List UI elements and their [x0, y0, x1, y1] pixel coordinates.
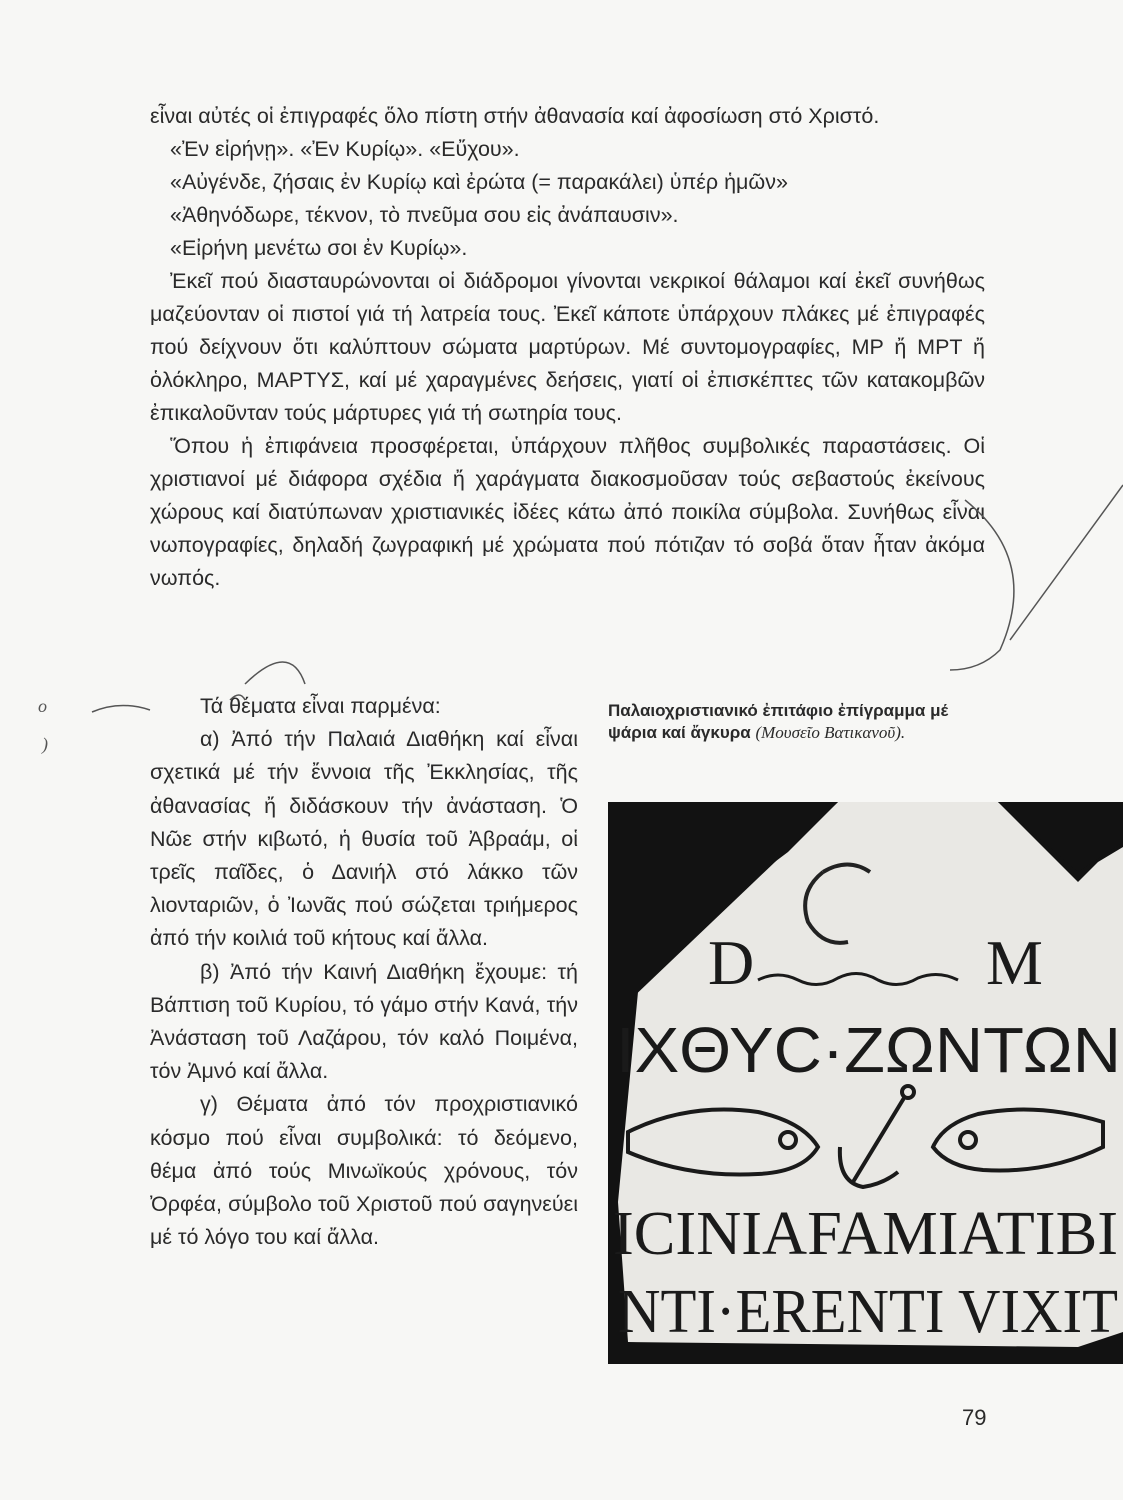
- inscription-quote-1: «Ἐν εἰρήνῃ». «Ἐν Κυρίῳ». «Εὔχου».: [170, 137, 520, 161]
- letter-d: D: [708, 927, 755, 998]
- inscription-quote-4: «Εἰρήνη μενέτω σοι ἐν Κυρίῳ».: [170, 236, 468, 260]
- paragraph-symbolic-representations: Ὅπου ἡ ἐπιφάνεια προσφέρεται, ὑπάρχουν πλῆθος συμβολικές παραστάσεις. Οἱ χριστιανοί μέ διάφορα σχέδια ἤ χαράγματα διακοσμοῦσαν τούς σεβαστούς ἐκείνους χώρους καί διατύπωναν χριστιανικές ἰδέες κάτω ἀπό ποικίλα σύμβολα. Συνήθως εἶναι νωπογραφίες, δηλαδή ζωγραφική μέ χρώματα πού πότιζαν τό σοβά ὅταν ἦταν ἀκόμα νωπός.: [150, 434, 985, 590]
- epitaph-image: [608, 802, 1123, 1364]
- figure-caption: [608, 700, 968, 744]
- margin-letter-o: o: [38, 696, 47, 716]
- theme-old-testament: α) Ἀπό τήν Παλαιά Διαθήκη καί εἶναι σχετικά μέ τήν ἔννοια τῆς Ἐκκλησίας, τῆς ἀθανασίας ἤ διδάσκουν τήν ἀνάσταση. Ὁ Νῶε στήν κιβωτό, ἡ θυσία τοῦ Ἀβραάμ, οἱ τρεῖς παῖδες, ὁ Δανιήλ στό λάκκο τῶν λιονταριῶν, ὁ Ἰωνᾶς πού σώζεται τριήμερος ἀπό τήν κοιλιά τοῦ κήτους καί ἄλλα.: [150, 727, 578, 951]
- margin-paren: ): [42, 734, 48, 754]
- caption-source: (Μουσεῖο Βατικανοῦ).: [755, 723, 906, 742]
- page-number: 79: [962, 1405, 987, 1430]
- theme-new-testament: β) Ἀπό τήν Καινή Διαθήκη ἔχουμε: τή Βάπτιση τοῦ Κυρίου, τό γάμο στήν Κανά, τήν Ἀνάσταση τοῦ Λαζάρου, τόν καλό Ποιμένα, τόν Ἀμνό καί ἄλλα.: [150, 959, 578, 1084]
- themes-intro: Τά θέματα εἶναι παρμένα:: [200, 694, 441, 718]
- margin-slash-mark: [1010, 485, 1123, 640]
- caption-title: Παλαιοχριστιανικό ἐπιτάφιο ἐπίγραμμα μέ ψάρια καί ἄγκυρα: [608, 701, 949, 742]
- inscription-line-3: NTI·ERENTI VIXIT: [618, 1278, 1118, 1346]
- inline-arc-mark: [245, 662, 305, 684]
- top-text-block: [150, 100, 985, 595]
- left-column: [150, 690, 578, 1254]
- inscription-quote-3: «Ἀθηνόδωρε, τέκνον, τὸ πνεῦμα σου εἰς ἀνάπαυσιν».: [170, 203, 679, 227]
- inscription-line-2: ICINIAFAMIATIBI: [613, 1200, 1118, 1268]
- inscription-quote-2: «Αὐγένδε, ζήσαις ἐν Κυρίῳ καὶ ἐρώτα (= παρακάλει) ὑπέρ ἡμῶν»: [170, 170, 788, 194]
- theme-pre-christian: γ) Θέματα ἀπό τόν προχριστιανικό κόσμο πού εἶναι συμβολικά: τό δεόμενο, θέμα ἀπό τούς Μινωϊκούς χρόνους, τόν Ὀρφέα, σύμβολο τοῦ Χριστοῦ πού σαγηνεύει μέ τό λόγο του καί ἄλλα.: [150, 1092, 578, 1250]
- epitaph-photo: [608, 802, 1123, 1364]
- paragraph-burial-chambers: Ἐκεῖ πού διασταυρώνονται οἱ διάδρομοι γίνονται νεκρικοί θάλαμοι καί ἐκεῖ συνήθως μαζεύονταν οἱ πιστοί γιά τή λατρεία τους. Ἐκεῖ κάποτε ὑπάρχουν πλάκες μέ ἐπιγραφές πού δείχνουν ὅτι καλύπτουν σώματα μαρτύρων. Μέ συντομογραφίες, ΜΡ ἤ ΜΡΤ ἤ ὁλόκληρο, ΜΑΡΤΥΣ, καί μέ χαραγμένες δεήσεις, γιατί οἱ ἐπισκέπτες τῶν κατακομβῶν ἐπικαλοῦνταν τούς μάρτυρες γιά τή σωτηρία τους.: [150, 269, 985, 425]
- letter-m: M: [986, 927, 1043, 998]
- paragraph-intro: εἶναι αὐτές οἱ ἐπιγραφές ὅλο πίστη στήν ἀθανασία καί ἀφοσίωση στό Χριστό.: [150, 104, 880, 128]
- margin-tilde-mark: [92, 705, 150, 712]
- inscription-ichthys: ΙΧΘΥC·ΖΩΝΤΩΝ: [616, 1014, 1121, 1086]
